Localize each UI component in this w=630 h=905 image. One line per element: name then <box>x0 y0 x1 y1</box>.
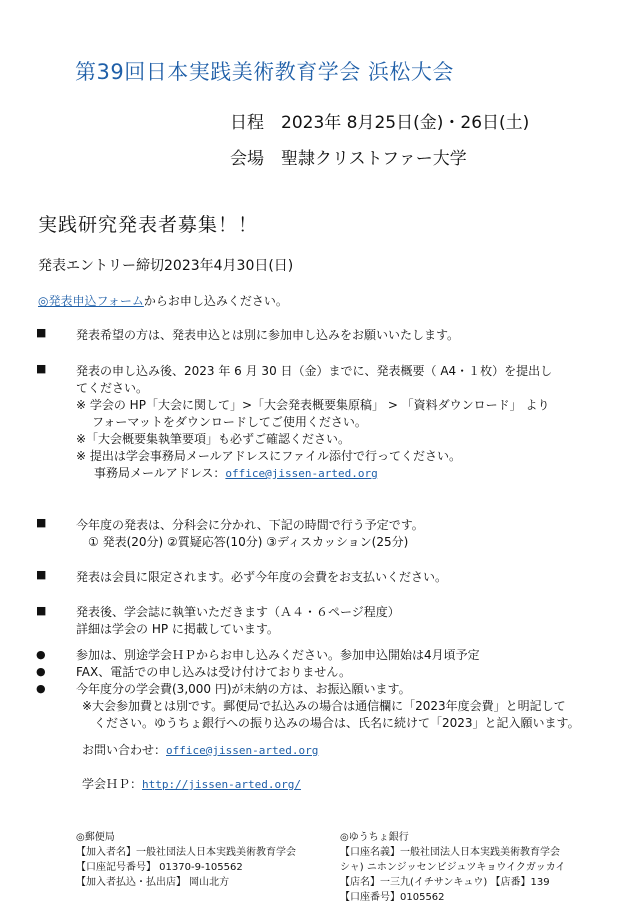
note-participation: 参加は、別途学会ＨＰからお申し込みください。参加申込開始は4月頃予定 <box>76 648 480 662</box>
inquiry-line <box>82 741 318 760</box>
schedule-line: 日程 2023年 8月25日(金)・26日(土) <box>230 113 530 133</box>
website-label: 学会ＨＰ： <box>82 777 143 791</box>
section-participation: 発表希望の方は、発表申込とは別に参加申し込みをお願いいたします。 <box>76 328 460 342</box>
section-journal: 詳細は学会の HP に掲載しています。 <box>76 622 279 636</box>
office-email-line <box>94 464 378 483</box>
apply-line-text: からお申し込みください。 <box>143 294 288 308</box>
apply-line <box>38 292 288 310</box>
bank-account-kana: シャ) ニホンジッセンビジュツキョウイクガッカイ <box>340 862 566 873</box>
note-fee-detail: ください。ゆうちょ銀行への振り込みの場合は、氏名に続けて「2023」と記入願います。 <box>94 716 580 730</box>
section-abstract-note: ※ 学会の HP「大会に関して」>「大会発表概要集原稿」 > 「資料ダウンロード」 より <box>76 398 550 412</box>
section-abstract-line: 発表の申し込み後、2023 年 6 月 30 日（金）までに、発表概要（ A4・１枚）を提出し <box>76 364 553 378</box>
website-link[interactable]: http://jissen-arted.org/ <box>142 778 301 791</box>
application-form-link[interactable]: ◎発表申込フォーム <box>38 294 144 308</box>
postal-account-block <box>76 830 296 890</box>
square-bullet-icon: ■ <box>36 516 47 529</box>
section-abstract-note: ※「大会概要集執筆要項」も必ずご確認ください。 <box>76 432 351 446</box>
section-journal: 発表後、学会誌に執筆いただきます（Ａ４・６ページ程度） <box>76 605 400 619</box>
postal-title: ◎郵便局 <box>76 832 115 843</box>
recruitment-heading: 実践研究発表者募集！！ <box>38 214 259 236</box>
bank-title: ◎ゆうちょ銀行 <box>340 832 409 843</box>
square-bullet-icon: ■ <box>36 568 47 581</box>
section-abstract-line: てください。 <box>76 381 149 395</box>
postal-account-name: 【加入者名】一般社団法人日本実践美術教育学会 <box>76 847 296 858</box>
inquiry-email-link[interactable]: office@jissen-arted.org <box>166 744 319 757</box>
bank-account-block <box>340 830 565 905</box>
note-fee: 今年度分の学会費(3,000 円)が未納の方は、お振込願います。 <box>76 682 411 696</box>
website-line <box>82 775 301 794</box>
dot-bullet-icon: ● <box>36 648 46 661</box>
bank-account-number: 【口座番号】0105562 <box>340 892 445 903</box>
note-no-fax: FAX、電話での申し込みは受け付けておりません。 <box>76 665 351 679</box>
bank-account-name: 【口座名義】一般社団法人日本実践美術教育学会 <box>340 847 560 858</box>
venue-line: 会場 聖隷クリストファー大学 <box>230 149 467 169</box>
section-members-only: 発表は会員に限定されます。必ず今年度の会費をお支払いください。 <box>76 570 448 584</box>
entry-deadline: 発表エントリー締切2023年4月30日(日) <box>38 258 294 274</box>
section-sessions: 今年度の発表は、分科会に分かれ、下記の時間で行う予定です。 <box>76 518 424 532</box>
square-bullet-icon: ■ <box>36 604 47 617</box>
section-sessions-schedule: ① 発表(20分) ②質疑応答(10分) ③ディスカッション(25分) <box>88 535 409 549</box>
note-fee-detail: ※大会参加費とは別です。郵便局で払込みの場合は通信欄に「2023年度会費」と明記して <box>82 699 566 713</box>
square-bullet-icon: ■ <box>36 326 47 339</box>
dot-bullet-icon: ● <box>36 682 46 695</box>
dot-bullet-icon: ● <box>36 665 46 678</box>
event-title: 第39回日本実践美術教育学会 浜松大会 <box>75 60 454 84</box>
inquiry-label: お問い合わせ： <box>82 743 167 757</box>
postal-branch: 【加入者払込・払出店】 岡山北方 <box>76 877 230 888</box>
postal-account-number: 【口座記号番号】 01370-9-105562 <box>76 862 243 873</box>
section-abstract-note: ※ 提出は学会事務局メールアドレスにファイル添付で行ってください。 <box>76 449 462 463</box>
office-email-label: 事務局メールアドレス： <box>94 466 226 480</box>
bank-branch: 【店名】一三九(イチサンキュウ) 【店番】139 <box>340 877 550 888</box>
office-email-link[interactable]: office@jissen-arted.org <box>225 467 378 480</box>
section-abstract-note: フォーマットをダウンロードしてご使用ください。 <box>92 415 367 429</box>
square-bullet-icon: ■ <box>36 362 47 375</box>
